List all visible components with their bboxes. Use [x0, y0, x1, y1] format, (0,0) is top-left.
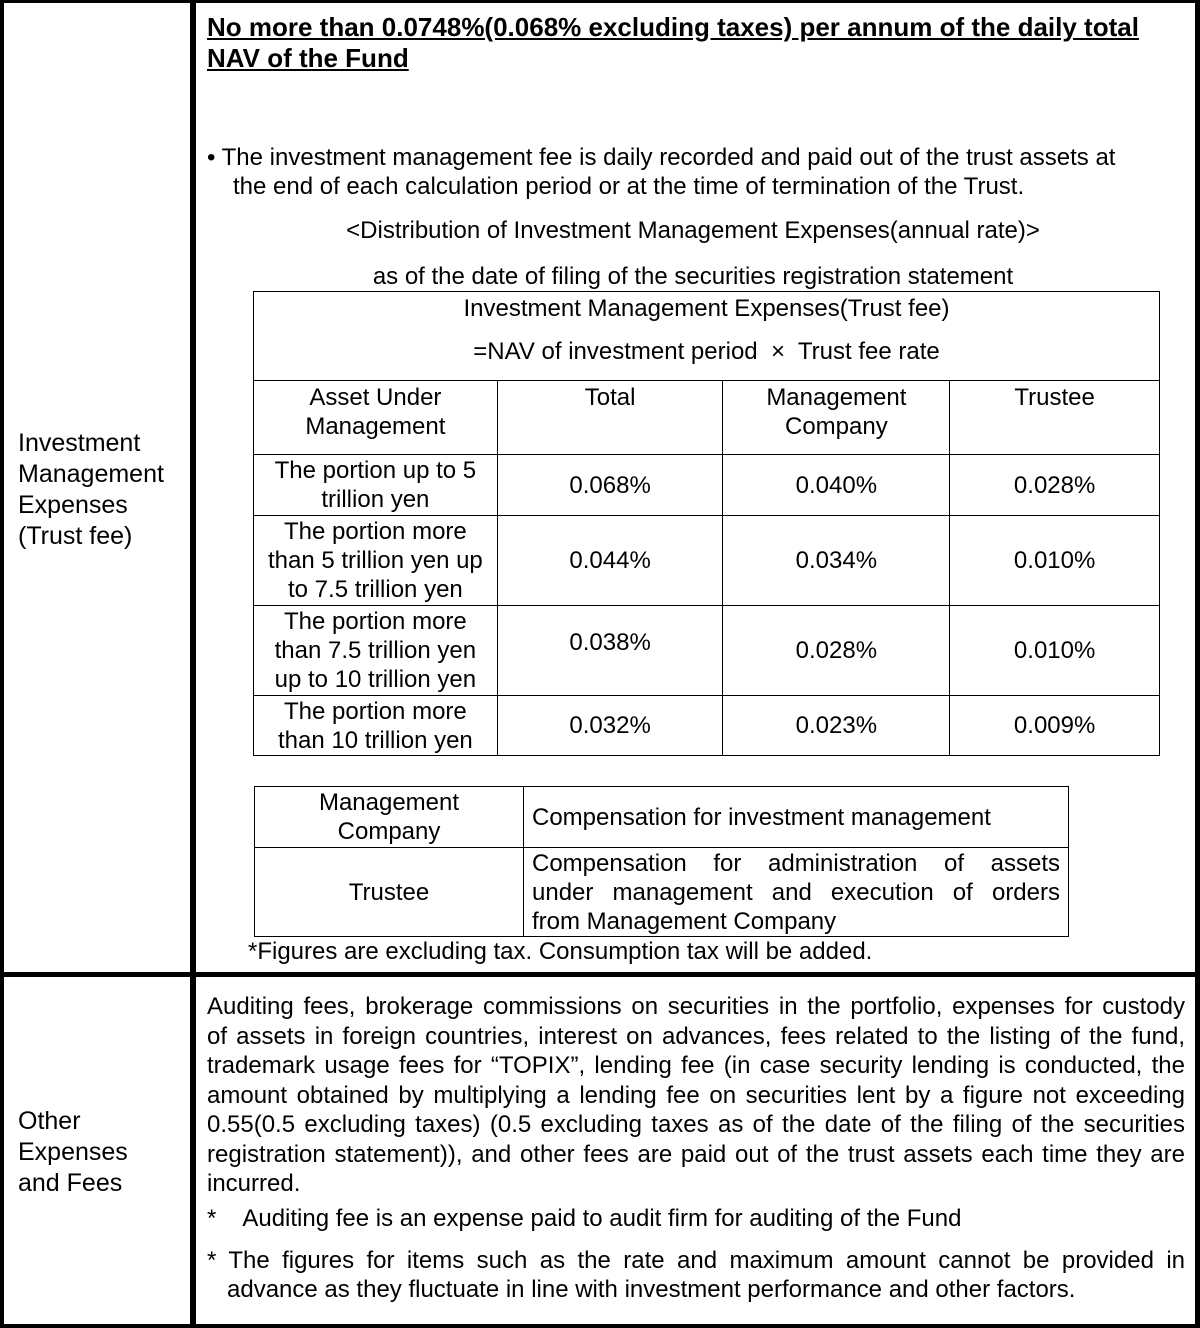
compensation-roles-table [254, 786, 1069, 937]
table-row [254, 516, 1160, 606]
fee-cap-heading: No more than 0.0748%(0.068% excluding taxes) per annum of the daily total NAV of the Fund [207, 12, 1139, 73]
frame-row-divider [0, 972, 1200, 977]
frame-bottom-border [0, 1324, 1200, 1328]
table-row [255, 787, 1069, 848]
role-name-cell: Trustee [255, 848, 524, 937]
header-total: Total [497, 381, 723, 455]
trust-fee-formula: Investment Management Expenses(Trust fee) =NAV of investment period × Trust fee rate [254, 292, 1160, 381]
figures-fluctuation-note: * The figures for items such as the rate and maximum amount cannot be provided in advance as they fluctuate in line with investment performance and other factors. [207, 1247, 1185, 1303]
header-trustee: Trustee [950, 381, 1160, 455]
asset-tier-cell: The portion more than 10 trillion yen [254, 696, 498, 756]
distribution-title: <Distribution of Investment Management Expenses(annual rate)> [346, 217, 1040, 244]
note-marker: * [207, 1205, 217, 1232]
total-rate-cell: 0.032% [497, 696, 723, 756]
other-expenses-paragraph: Auditing fees, brokerage commissions on securities in the portfolio, expenses for custody of assets in foreign countries, interest on advances, fees related to the listing of the fund, trademark usage fees for “TOPIX”, lending fee (in case security lending is conducted, the amount obtained by multiplying a lending fee on securities lent by a figure not exceeding 0.55(0.5 excluding taxes) (0.5 excluding taxes as of the date of the filing of the securities registration statement)), and other fees are paid out of the trust assets each time they are incurred. [207, 993, 1185, 1197]
bullet-marker: • [207, 144, 216, 171]
other-expenses-label: Other Expenses and Fees [18, 1107, 128, 1197]
fee-distribution-table [253, 291, 1160, 756]
fee-recording-bullet: • The investment management fee is daily recorded and paid out of the trust assets at the end of each calculation period or at the time of termination of the Trust. [207, 144, 1116, 200]
role-description-cell: Compensation for investment management [524, 787, 1069, 848]
table-row [254, 606, 1160, 696]
trustee-rate-cell: 0.028% [950, 455, 1160, 516]
frame-right-border [1195, 0, 1200, 1328]
management-rate-cell: 0.034% [723, 516, 950, 606]
total-rate-cell: 0.044% [497, 516, 723, 606]
management-rate-cell: 0.028% [723, 606, 950, 696]
distribution-subtitle: as of the date of filing of the securities registration statement [372, 263, 1014, 290]
total-rate-cell: 0.068% [497, 455, 723, 516]
asset-tier-cell: The portion more than 7.5 trillion yen up to 10 trillion yen [254, 606, 498, 696]
trustee-rate-cell: 0.010% [950, 516, 1160, 606]
total-rate-cell: 0.038% [497, 606, 723, 696]
table-row [255, 848, 1069, 937]
trustee-rate-cell: 0.010% [950, 606, 1160, 696]
management-rate-cell: 0.040% [723, 455, 950, 516]
frame-top-border [0, 0, 1200, 3]
asset-tier-cell: The portion up to 5 trillion yen [254, 455, 498, 516]
trustee-rate-cell: 0.009% [950, 696, 1160, 756]
frame-column-divider [190, 0, 196, 1328]
tax-footnote: *Figures are excluding tax. Consumption tax will be added. [248, 938, 873, 965]
header-management-company: Management Company [723, 381, 950, 455]
role-name-cell: Management Company [255, 787, 524, 848]
asset-tier-cell: The portion more than 5 trillion yen up to 7.5 trillion yen [254, 516, 498, 606]
header-asset-under-management: Asset Under Management [254, 381, 498, 455]
auditing-fee-note: * Auditing fee is an expense paid to audit firm for auditing of the Fund [207, 1205, 962, 1232]
mgmt-expenses-label: Investment Management Expenses (Trust fee) [18, 429, 164, 550]
role-description-cell: Compensation for administration of assets under management and execution of orders from Management Company [524, 848, 1069, 937]
management-rate-cell: 0.023% [723, 696, 950, 756]
frame-left-border [0, 0, 4, 1328]
table-row [254, 696, 1160, 756]
note-marker: * [207, 1247, 217, 1274]
table-row [254, 455, 1160, 516]
